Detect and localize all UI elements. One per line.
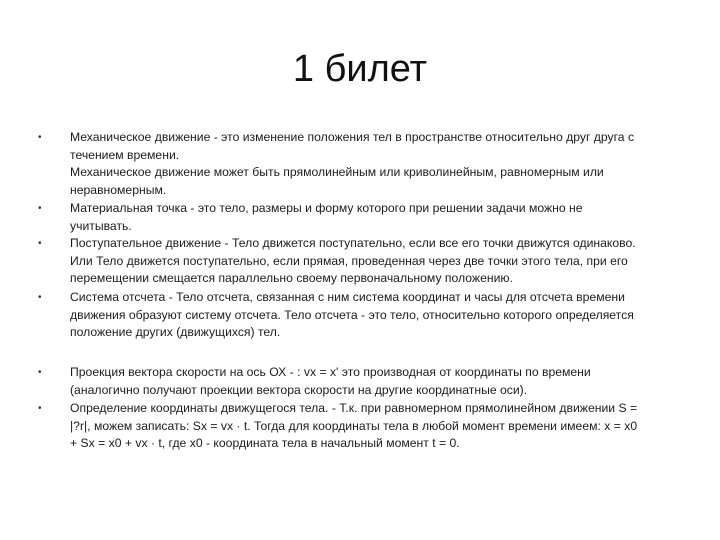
bullet-marker: •: [38, 238, 42, 249]
bullet-text: Проекция вектора скорости на ось ОХ - : vx = x' это производная от координаты по времени (аналогично получают проекции вектора скорости на другие координатные оси).: [70, 365, 591, 397]
bullet-marker: •: [38, 132, 42, 143]
bullet-marker: •: [38, 367, 42, 378]
bullet-text: Система отсчета - Тело отсчета, связанная с ним система координат и часы для отсчета времени движения образуют систему отсчета. Тело отсчета - это тело, относительно которого определяется положение других (движущихся) тел.: [70, 290, 634, 340]
bullet-marker: •: [38, 203, 42, 214]
bullet-text: Определение координаты движущегося тела. - Т.к. при равномерном прямолинейном движении S = |?r|, можем записать: Sx = vx · t. Тогда для координаты тела в любой момент времени имеем: x = x0 + Sx = x0 + vx · t, где x0 - координата тела в начальный момент t = 0.: [70, 401, 638, 451]
bullet-text: Поступательное движение - Тело движется поступательно, если все его точки движутся одинаково. Или Тело движется поступательно, если прямая, проведенная через две точки этого тела, при его перемещении смещается параллельно своему первоначальному положению.: [70, 236, 636, 286]
bullet-marker: •: [38, 403, 42, 414]
slide-title: 1 билет: [292, 48, 428, 90]
bullet-marker: •: [38, 292, 42, 303]
bullet-text: Материальная точка - это тело, размеры и форму которого при решении задачи можно не учитывать.: [70, 201, 583, 233]
bullet-text: Механическое движение - это изменение положения тел в пространстве относительно друг друга с течением времени. Механическое движение может быть прямолинейным или криволинейным, равномерным или неравномерным.: [70, 130, 635, 197]
